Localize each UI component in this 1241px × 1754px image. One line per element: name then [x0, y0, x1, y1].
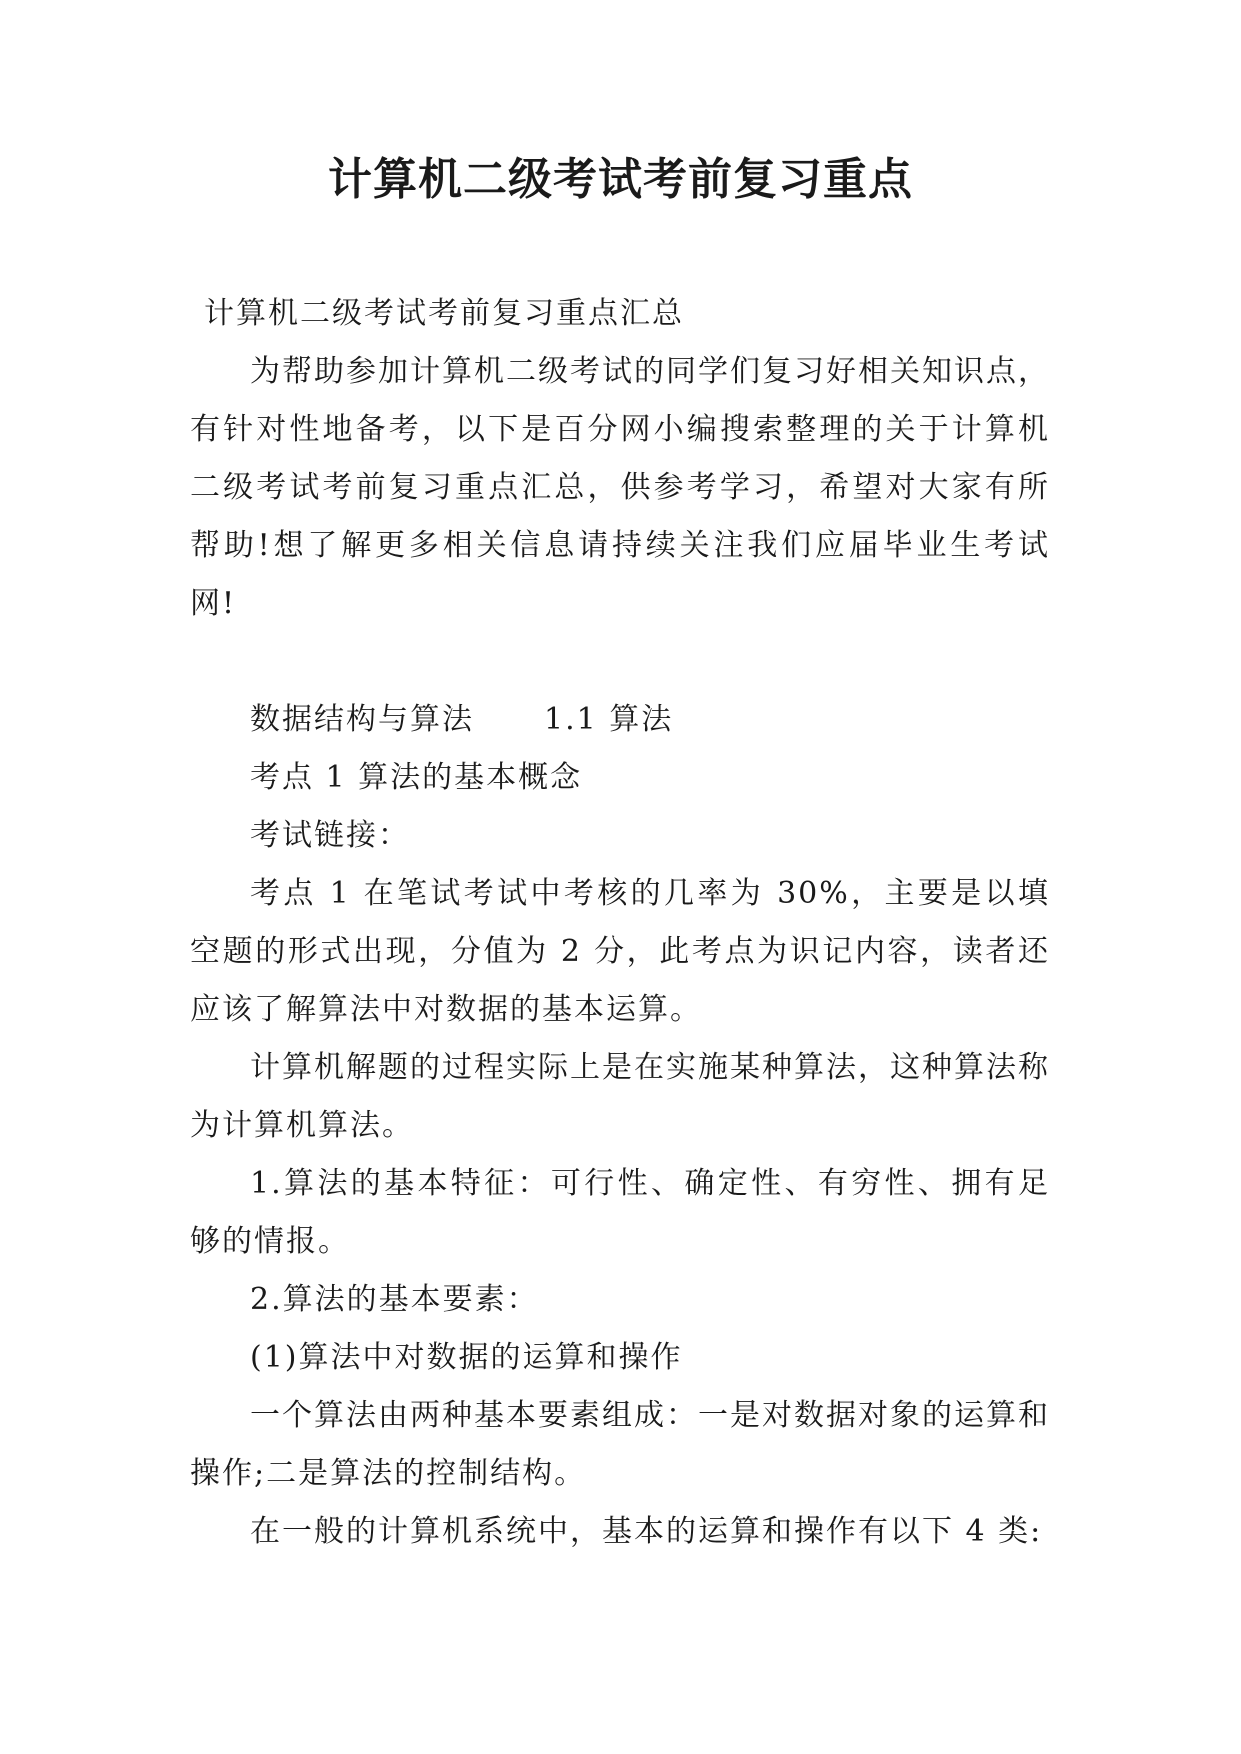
body-paragraph-6: 一个算法由两种基本要素组成：一是对数据对象的运算和操作;二是算法的控制结构。 [190, 1398, 1050, 1491]
body-paragraph-3: 1.算法的基本特征：可行性、确定性、有穷性、拥有足够的情报。 [190, 1166, 1050, 1259]
body-paragraph-2: 计算机解题的过程实际上是在实施某种算法，这种算法称为计算机算法。 [190, 1050, 1050, 1143]
intro-paragraph: 为帮助参加计算机二级考试的同学们复习好相关知识点，有针对性地备考，以下是百分网小编搜索整理的关于计算机二级考试考前复习重点汇总，供参考学习，希望对大家有所帮助!想了解更多相关信息请持续关注我们应届毕业生考试网! [190, 354, 1050, 621]
document-subtitle: 计算机二级考试考前复习重点汇总 [204, 296, 684, 331]
document-title: 计算机二级考试考前复习重点 [328, 154, 913, 205]
body-paragraph-5: (1)算法中对数据的运算和操作 [250, 1340, 683, 1375]
paragraph-spacer [190, 633, 1050, 691]
body-paragraph-4: 2.算法的基本要素： [250, 1282, 539, 1317]
body-paragraph-7: 在一般的计算机系统中，基本的运算和操作有以下 4 类: [250, 1514, 1043, 1549]
body-paragraph-1: 考点 1 在笔试考试中考核的几率为 30%，主要是以填空题的形式出现，分值为 2 分，此考点为识记内容，读者还应该了解算法中对数据的基本运算。 [190, 876, 1050, 1027]
exam-link-label: 考试链接： [250, 818, 410, 853]
point-title: 考点 1 算法的基本概念 [250, 760, 583, 795]
section-heading [190, 691, 1050, 749]
section-title: 数据结构与算法 [250, 702, 474, 737]
document-body [190, 285, 1050, 1561]
subsection-title: 1.1 算法 [544, 702, 674, 737]
